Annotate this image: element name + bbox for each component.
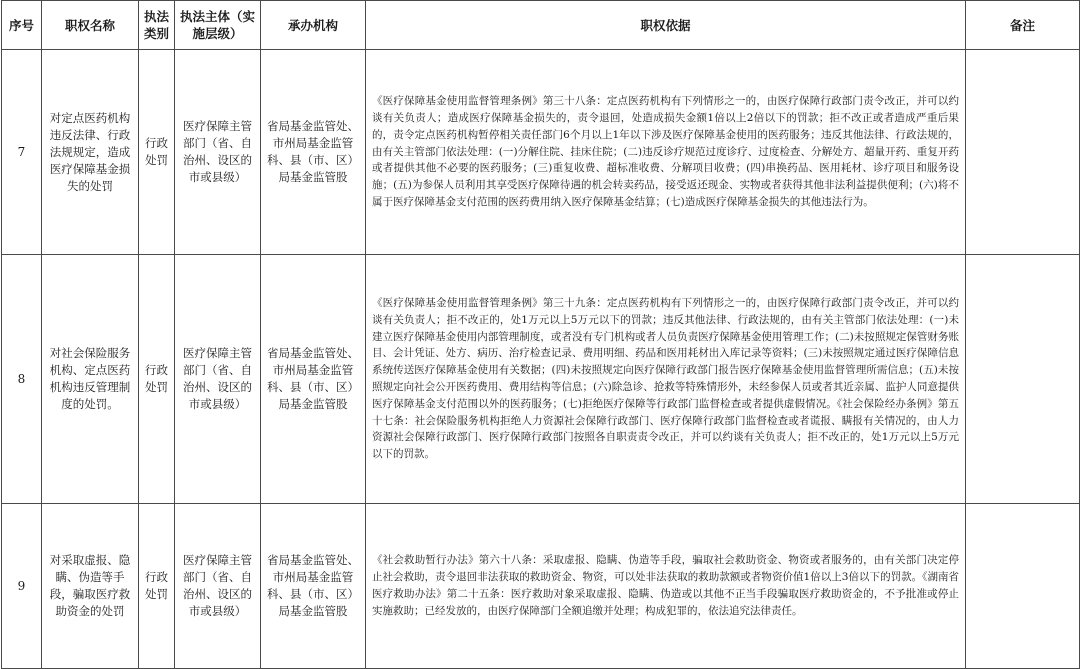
- legal-basis: 《医疗保障基金使用监督管理条例》第三十九条：定点医药机构有下列情形之一的，由医疗保障行政部门责令改正，并可以约谈有关负责人；拒不改正的，处1万元以上5万元以下的罚款；违反其他法律、行政法规的，由有关主管部门依法处理：(一)未建立医疗保障基金使用内部管理制度，或者没有专门机构或者人员负责医疗保障基金使用管理工作；(二)未按照规定保管财务账目、会计凭证、处方、病历、治疗检查记录、费用明细、药品和医用耗材出入库记录等资料；(三)未按照规定通过医疗保障信息系统传送医疗保障基金使用有关数据；(四)未按照规定向医疗保障行政部门报告医疗保障基金使用监督管理所需信息；(五)未按照规定向社会公开医药费用、费用结构等信息；(六)除急诊、抢救等特殊情形外，未经参保人员或者其近亲属、监护人同意提供医疗保障基金支付范围以外的医药服务；(七)拒绝医疗保障等行政部门监督检查或者提供虚假情况。《社会保险经办条例》第五十七条：社会保险服务机构拒绝人力资源社会保障行政部门、医疗保障行政部门监督检查或者谎报、瞒报有关情况的，由人力资源社会保障行政部门、医疗保障行政部门按照各自职责责令改正，并可以约谈有关负责人；拒不改正的，处1万元以上5万元以下的罚款。: [366, 255, 966, 504]
- legal-basis: 《社会救助暂行办法》第六十八条：采取虚报、隐瞒、伪造等手段，骗取社会救助资金、物资或者服务的，由有关部门决定停止社会救助，责令退回非法获取的救助资金、物资，可以处非法获取的救助款额或者物资价值1倍以上3倍以下的罚款。《湖南省医疗救助办法》第二十五条：医疗救助对象采取虚报、隐瞒、伪造或以其他不正当手段骗取医疗救助资金的，不予批准或停止实施救助；已经发放的，由医疗保障部门全额追缴并处理；构成犯罪的，依法追究法律责任。: [366, 504, 966, 669]
- enforcement-subject: 医疗保障主管部门（省、自治州、设区的市或县级）: [175, 50, 261, 255]
- table-row: [2, 504, 1080, 669]
- remarks: [966, 255, 1080, 504]
- handling-organization: 省局基金监管处、市州局基金监管科、县（市、区）局基金监管股: [261, 50, 366, 255]
- handling-organization: 省局基金监管处、市州局基金监管科、县（市、区）局基金监管股: [261, 504, 366, 669]
- handling-organization: 省局基金监管处、市州局基金监管科、县（市、区）局基金监管股: [261, 255, 366, 504]
- row-number: 9: [2, 504, 42, 669]
- authority-name: 对定点医药机构违反法律、行政法规规定，造成医疗保障基金损失的处罚: [42, 50, 139, 255]
- table-row: [2, 255, 1080, 504]
- header-subject: 执法主体（实施层级）: [175, 1, 261, 50]
- authority-name: 对社会保险服务机构、定点医药机构违反管理制度的处罚。: [42, 255, 139, 504]
- header-no: 序号: [2, 1, 42, 50]
- enforcement-category: 行政处罚: [139, 504, 175, 669]
- row-number: 7: [2, 50, 42, 255]
- header-org: 承办机构: [261, 1, 366, 50]
- enforcement-subject: 医疗保障主管部门（省、自治州、设区的市或县级）: [175, 255, 261, 504]
- header-basis: 职权依据: [366, 1, 966, 50]
- legal-basis: 《医疗保障基金使用监督管理条例》第三十八条：定点医药机构有下列情形之一的，由医疗保障行政部门责令改正，并可以约谈有关负责人；造成医疗保障基金损失的，责令退回，处造成损失金额1倍以上2倍以下的罚款；拒不改正或者造成严重后果的，责令定点医药机构暂停相关责任部门6个月以上1年以下涉及医疗保障基金使用的医药服务；违反其他法律、行政法规的，由有关主管部门依法处理：(一)分解住院、挂床住院；(二)违反诊疗规范过度诊疗、过度检查、分解处方、超量开药、重复开药或者提供其他不必要的医药服务；(三)重复收费、超标准收费、分解项目收费；(四)串换药品、医用耗材、诊疗项目和服务设施；(五)为参保人员利用其享受医疗保障待遇的机会转卖药品，接受返还现金、实物或者获得其他非法利益提供便利；(六)将不属于医疗保障基金支付范围的医药费用纳入医疗保障基金结算；(七)造成医疗保障基金损失的其他违法行为。: [366, 50, 966, 255]
- row-number: 8: [2, 255, 42, 504]
- header-name: 职权名称: [42, 1, 139, 50]
- header-category: 执法类别: [139, 1, 175, 50]
- remarks: [966, 50, 1080, 255]
- enforcement-category: 行政处罚: [139, 50, 175, 255]
- remarks: [966, 504, 1080, 669]
- enforcement-subject: 医疗保障主管部门（省、自治州、设区的市或县级）: [175, 504, 261, 669]
- authority-name: 对采取虚报、隐瞒、伪造等手段，骗取医疗救助资金的处罚: [42, 504, 139, 669]
- table-row: [2, 50, 1080, 255]
- header-row: [2, 1, 1080, 50]
- enforcement-category: 行政处罚: [139, 255, 175, 504]
- header-note: 备注: [966, 1, 1080, 50]
- authority-table: [1, 0, 1080, 669]
